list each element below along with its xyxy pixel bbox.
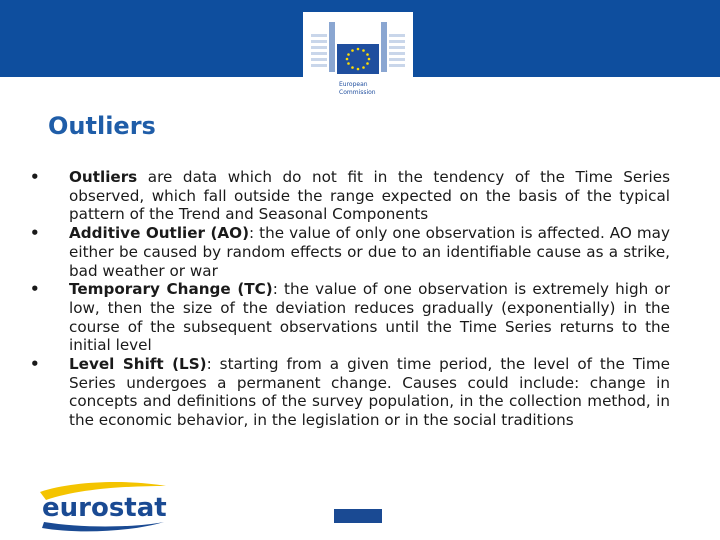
- page-title: Outliers: [48, 112, 156, 140]
- page-marker: [334, 509, 382, 523]
- list-item: [30, 355, 670, 430]
- bullet-text: : starting from a given time period, the level of the Time Series undergoes a permanent change. Causes could include: change in concepts and definitions of the survey population, in the collection method, in the economic behavior, in the legislation or in the social traditions: [69, 355, 670, 430]
- bullet-term: Additive Outlier (AO): [69, 224, 250, 243]
- list-item: [30, 224, 670, 280]
- bullet-icon: •: [30, 355, 40, 374]
- bullet-icon: •: [30, 168, 40, 186]
- list-item: [30, 168, 670, 224]
- bullet-text: : the value of only one observation is affected. AO may either be caused by random effects or due to an identifiable cause as a strike, bad weather or war: [69, 224, 670, 280]
- list-item: [30, 280, 670, 355]
- bullet-icon: •: [30, 280, 40, 299]
- bullet-term: Outliers: [69, 168, 138, 186]
- logo-text-european: European: [339, 81, 368, 88]
- bullet-icon: •: [30, 224, 40, 243]
- bullet-term: Temporary Change (TC): [69, 280, 273, 299]
- european-commission-logo: [303, 12, 413, 102]
- logo-text-commission: Commission: [339, 89, 376, 96]
- eurostat-wordmark: eurostat: [42, 493, 167, 523]
- bullet-term: Level Shift (LS): [69, 355, 207, 374]
- bullet-text: are data which do not fit in the tendency of the Time Series observed, which fall outside the range expected on the basis of the typical pattern of the Trend and Seasonal Components: [69, 168, 670, 224]
- bullet-list: [30, 168, 670, 430]
- bullet-text: : the value of one observation is extremely high or low, then the size of the deviation reduces gradually (exponentially) in the course of the subsequent observations until the Time Series returns to the initial level: [69, 280, 671, 355]
- eurostat-logo: [36, 478, 171, 536]
